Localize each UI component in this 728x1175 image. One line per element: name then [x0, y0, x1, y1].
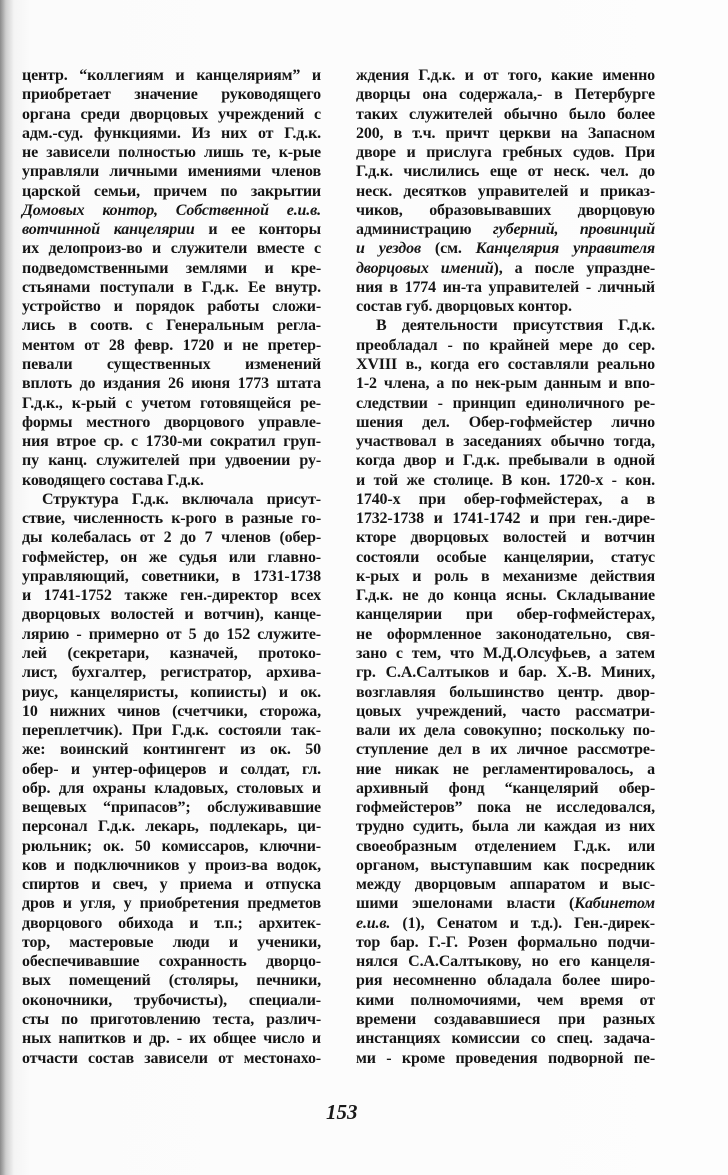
text-segment: В деятельности присутствия Г.д.к. — [376, 317, 655, 335]
text-line — [22, 316, 321, 335]
text-line — [22, 124, 321, 143]
text-line — [356, 528, 655, 547]
text-segment: органа среди дворцовых учреждений с — [22, 105, 321, 123]
text-line — [356, 702, 655, 721]
text-line — [356, 894, 655, 913]
text-segment: тор, мастеровые люди и ученики, — [22, 933, 321, 951]
text-segment: ние никак не регламентировалось, а — [356, 760, 655, 778]
text-segment: лей (секретари, казначей, протоко- — [22, 644, 321, 662]
text-line — [22, 374, 321, 393]
text-line — [356, 740, 655, 759]
text-segment: вали их дела совокупно; поскольку по- — [356, 722, 655, 740]
text-line — [356, 1049, 655, 1068]
text-segment: ступление дел в их личное рассмотре- — [356, 741, 655, 759]
text-segment: гр. С.А.Салтыков и бар. Х.-В. Миних, — [356, 664, 655, 682]
text-segment: ков и подключников у произ-ва водок, — [22, 856, 321, 874]
text-line — [356, 162, 655, 181]
text-segment: ), а после упраздне- — [493, 259, 655, 277]
text-segment: спиртов и свеч, у приема и отпуска — [22, 876, 321, 894]
text-line — [356, 85, 655, 104]
text-segment: к-рых и роль в механизме действия — [356, 567, 655, 585]
text-line — [22, 451, 321, 470]
text-line — [356, 817, 655, 836]
text-segment: цовых учреждений, часто рассматри- — [356, 702, 655, 720]
text-segment: стьянами поступали в Г.д.к. Ее внутр. — [22, 278, 321, 296]
text-line — [22, 798, 321, 817]
text-line — [22, 548, 321, 567]
text-segment: органом, выступавшим как посредник — [356, 856, 655, 874]
text-segment: рюльник; ок. 50 комиссаров, ключни- — [22, 837, 321, 855]
text-segment: архивный фонд “канцелярий обер- — [356, 779, 655, 797]
text-segment: дворцовых волостей и вотчин), канце- — [22, 606, 321, 624]
text-segment: и той же столице. В кон. 1720-х - кон. — [356, 471, 655, 489]
text-line — [22, 66, 321, 85]
text-segment: администрацию — [356, 221, 493, 239]
text-line — [356, 105, 655, 124]
text-segment: подведомственными землями и кре- — [22, 259, 321, 277]
text-segment: шения дел. Обер-гофмейстер лично — [356, 413, 655, 431]
text-line — [22, 1049, 321, 1068]
text-segment: ных напитков и др. - их общее число и — [22, 1030, 321, 1048]
text-segment: (1), Сенатом и т.д.). Ген.-дирек- — [390, 914, 655, 932]
text-line — [22, 779, 321, 798]
text-line — [356, 259, 655, 278]
text-line — [356, 683, 655, 702]
text-line — [356, 66, 655, 85]
italic-text-segment: е.и.в. — [356, 914, 391, 932]
text-line — [356, 779, 655, 798]
text-line — [356, 413, 655, 432]
text-segment: лись в соотв. с Генеральным регла- — [22, 317, 321, 335]
text-segment: гофмейстер, он же судья или главно- — [22, 548, 321, 566]
text-line — [356, 355, 655, 374]
text-line — [22, 143, 321, 162]
text-line — [22, 105, 321, 124]
text-segment: следствии - принцип единоличного ре- — [356, 394, 655, 412]
text-line — [356, 124, 655, 143]
text-segment: Г.д.к. числились еще от неск. чел. до — [356, 163, 655, 181]
text-line — [22, 509, 321, 528]
italic-text-segment: Домовых контор, Собственной е.и.в. — [22, 201, 321, 219]
text-line — [22, 413, 321, 432]
text-segment: шими эшелонами власти ( — [356, 895, 575, 913]
text-segment: таких служителей обычно было более — [356, 105, 655, 123]
text-line — [22, 297, 321, 316]
text-line — [22, 201, 321, 220]
italic-text-segment: вотчинной канцелярии — [22, 221, 195, 239]
text-segment: устройство и порядок работы сложи- — [22, 298, 321, 316]
text-line — [356, 394, 655, 413]
text-line — [22, 162, 321, 181]
text-line — [22, 605, 321, 624]
text-segment: не оформленное законодательно, свя- — [356, 625, 655, 643]
text-line — [22, 259, 321, 278]
text-line — [356, 663, 655, 682]
text-line — [356, 471, 655, 490]
text-segment: персонал Г.д.к. лекарь, подлекарь, ци- — [22, 818, 321, 836]
text-line — [356, 798, 655, 817]
italic-text-segment: губерний, провинций — [492, 221, 655, 239]
text-line — [356, 625, 655, 644]
text-segment: участвовал в заседаниях обычно тогда, — [356, 433, 655, 451]
text-line — [356, 336, 655, 355]
text-segment: Структура Г.д.к. включала присут- — [42, 490, 321, 508]
text-segment: лярию - примерно от 5 до 152 служите- — [22, 625, 321, 643]
text-segment: когда двор и Г.д.к. пребывали в одной — [356, 452, 655, 470]
text-line — [356, 914, 655, 933]
text-segment: и 1741-1752 также ген.-директор всех — [22, 587, 321, 605]
text-line — [356, 991, 655, 1010]
text-segment: инстанциях комиссии со спец. задача- — [356, 1030, 655, 1048]
text-line — [22, 971, 321, 990]
text-segment: канцелярии при обер-гофмейстерах, — [356, 606, 655, 624]
text-line — [356, 1029, 655, 1048]
text-line — [22, 336, 321, 355]
text-line — [356, 875, 655, 894]
text-segment: состояли особые канцелярии, статус — [356, 548, 655, 566]
text-line — [22, 683, 321, 702]
text-line — [356, 644, 655, 663]
text-line — [356, 220, 655, 239]
text-segment: пу канц. служителей при удвоении ру- — [22, 452, 321, 470]
text-line — [356, 605, 655, 624]
text-segment: 1740-х при обер-гофмейстерах, а в — [356, 490, 655, 508]
text-line — [22, 567, 321, 586]
text-segment: ния втрое ср. с 1730-ми сократил груп- — [22, 433, 321, 451]
text-segment: и ее конторы — [194, 221, 321, 239]
text-segment: приобретает значение руководящего — [22, 86, 321, 104]
text-segment: обер- и унтер-офицеров и солдат, гл. — [22, 760, 321, 778]
text-segment: ментом от 28 февр. 1720 и не претер- — [22, 336, 321, 354]
text-line — [22, 991, 321, 1010]
text-line — [22, 952, 321, 971]
text-segment: вплоть до издания 26 июня 1773 штата — [22, 375, 321, 393]
right-text-column — [356, 66, 655, 1068]
text-line — [356, 509, 655, 528]
text-line — [22, 856, 321, 875]
text-line — [22, 837, 321, 856]
text-segment: преобладал - по крайней мере до сер. — [356, 336, 655, 354]
text-line — [22, 1029, 321, 1048]
text-line — [356, 760, 655, 779]
text-segment: кторе дворцовых волостей и вотчин — [356, 529, 655, 547]
text-segment: дров и угля, у приобретения предметов — [22, 895, 321, 913]
text-line — [356, 548, 655, 567]
text-segment: 1732-1738 и 1741-1742 и при ген.-дире- — [356, 510, 655, 528]
text-segment: ждения Г.д.к. и от того, какие именно — [356, 67, 655, 84]
text-line — [22, 740, 321, 759]
text-line — [356, 721, 655, 740]
text-segment: дворцового обихода и т.п.; архитек- — [22, 914, 321, 932]
text-line — [356, 952, 655, 971]
text-segment: певали существенных изменений — [22, 355, 321, 373]
italic-text-segment: Кабинетом — [574, 895, 655, 913]
italic-text-segment: дворцовых имений — [356, 259, 494, 277]
text-segment: управляли личными имениями членов — [22, 163, 321, 181]
text-segment: времени создававшиеся при разных — [356, 1011, 655, 1029]
text-line — [22, 432, 321, 451]
text-line — [356, 201, 655, 220]
text-line — [22, 663, 321, 682]
text-line — [356, 933, 655, 952]
text-line — [356, 278, 655, 297]
text-segment: не зависели полностью лишь те, к-рые — [22, 144, 321, 162]
text-line — [356, 432, 655, 451]
text-line — [22, 702, 321, 721]
text-line — [356, 837, 655, 856]
text-segment: обр. для охраны кладовых, столовых и — [22, 779, 321, 797]
text-segment: 1-2 члена, а по нек-рым данным и впо- — [356, 375, 655, 393]
text-line — [22, 355, 321, 374]
text-line — [22, 933, 321, 952]
text-line — [22, 625, 321, 644]
text-segment: Г.д.к., к-рый с учетом готовящейся ре- — [22, 394, 321, 412]
text-segment: своеобразным отделением Г.д.к. или — [356, 837, 655, 855]
text-segment: между дворцовым аппаратом и выс- — [356, 876, 655, 894]
text-line — [22, 894, 321, 913]
text-segment: ды колебалась от 2 до 7 членов (обер- — [22, 529, 321, 547]
text-segment: (см. — [420, 240, 476, 258]
text-segment: центр. “коллегиям и канцеляриям” и — [22, 67, 321, 84]
text-segment: же: воинский контингент из ок. 50 — [22, 741, 321, 759]
text-segment: обеспечивавшие сохранность дворцо- — [22, 953, 321, 971]
text-line — [356, 971, 655, 990]
text-segment: тор бар. Г.-Г. Розен формально подчи- — [356, 933, 655, 951]
text-line — [22, 1010, 321, 1029]
text-line — [356, 297, 655, 316]
text-segment: ководящего состава Г.д.к. — [22, 471, 204, 489]
text-line — [356, 856, 655, 875]
text-segment: нялся С.А.Салтыкову, но его канцеля- — [356, 953, 655, 971]
text-segment: сты по приготовлению теста, различ- — [22, 1011, 321, 1029]
text-line — [356, 143, 655, 162]
text-segment: их делопроиз-во и служители вместе с — [22, 240, 321, 258]
text-line — [356, 239, 655, 258]
text-segment: Г.д.к. не до конца ясны. Складывание — [356, 587, 655, 605]
text-line — [356, 490, 655, 509]
text-segment: рия несомненно обладала более широ- — [356, 972, 655, 990]
italic-text-segment: Канцелярия управителя — [475, 240, 656, 258]
text-line — [356, 567, 655, 586]
text-line — [22, 760, 321, 779]
text-line — [22, 278, 321, 297]
text-line — [22, 586, 321, 605]
text-segment: XVIII в., когда его составляли реально — [356, 355, 655, 373]
text-segment: чиков, образовывавших дворцовую — [356, 201, 655, 219]
text-line — [22, 182, 321, 201]
text-line — [22, 528, 321, 547]
text-segment: формы местного дворцового управле- — [22, 413, 321, 431]
text-segment: риус, канцеляристы, копиисты) и ок. — [22, 683, 321, 701]
text-segment: лист, бухгалтер, регистратор, архива- — [22, 664, 321, 682]
text-segment: отчасти состав зависели от местонахо- — [22, 1049, 321, 1067]
text-line — [22, 490, 321, 509]
text-segment: дворцы она содержала,- в Петербурге — [356, 86, 655, 104]
text-line — [22, 817, 321, 836]
text-segment: гофмейстеров” пока не исследовался, — [356, 799, 655, 817]
text-segment: трудно судить, была ли каждая из них — [356, 818, 655, 836]
text-line — [356, 451, 655, 470]
text-segment: вещевых “припасов”; обслуживавшие — [22, 799, 321, 817]
text-segment: зано с тем, что М.Д.Олсуфьев, а затем — [356, 644, 655, 662]
text-segment: неск. десятков управителей и приказ- — [356, 182, 655, 200]
text-line — [22, 394, 321, 413]
text-line — [22, 644, 321, 663]
text-segment: дворе и прислуга гребных судов. При — [356, 144, 655, 162]
text-line — [22, 914, 321, 933]
italic-text-segment: и уездов — [356, 240, 421, 258]
text-line — [22, 220, 321, 239]
text-segment: адм.-суд. функциями. Из них от Г.д.к. — [22, 124, 321, 142]
text-line — [356, 374, 655, 393]
text-line — [356, 1010, 655, 1029]
text-segment: кими полномочиями, чем время от — [356, 991, 655, 1009]
text-line — [22, 875, 321, 894]
text-segment: переплетчик). При Г.д.к. состояли так- — [22, 722, 321, 740]
text-segment: 200, в т.ч. причт церкви на Запасном — [356, 124, 655, 142]
text-segment: состав губ. дворцовых контор. — [356, 298, 572, 316]
text-line — [22, 239, 321, 258]
text-segment: ния в 1774 ин-та управителей - личный — [356, 278, 655, 296]
text-line — [22, 85, 321, 104]
text-line — [356, 586, 655, 605]
left-text-column — [22, 66, 321, 1068]
text-segment: царской семьи, причем по закрытии — [22, 182, 321, 200]
text-line — [22, 721, 321, 740]
text-segment: возглавляя большинство центр. двор- — [356, 683, 655, 701]
text-line — [356, 182, 655, 201]
text-line — [22, 471, 321, 490]
text-segment: вых помещений (столяры, печники, — [22, 972, 321, 990]
text-segment: ми - кроме проведения подворной пе- — [356, 1049, 655, 1067]
page-number: 153 — [326, 1100, 358, 1124]
text-line — [356, 316, 655, 335]
text-segment: управляющий, советники, в 1731-1738 — [22, 567, 321, 585]
text-segment: 10 нижних чинов (счетчики, сторожа, — [22, 702, 321, 720]
text-segment: оконочники, трубочисты), специали- — [22, 991, 321, 1009]
text-segment: ствие, численность к-рого в разные го- — [22, 510, 321, 528]
